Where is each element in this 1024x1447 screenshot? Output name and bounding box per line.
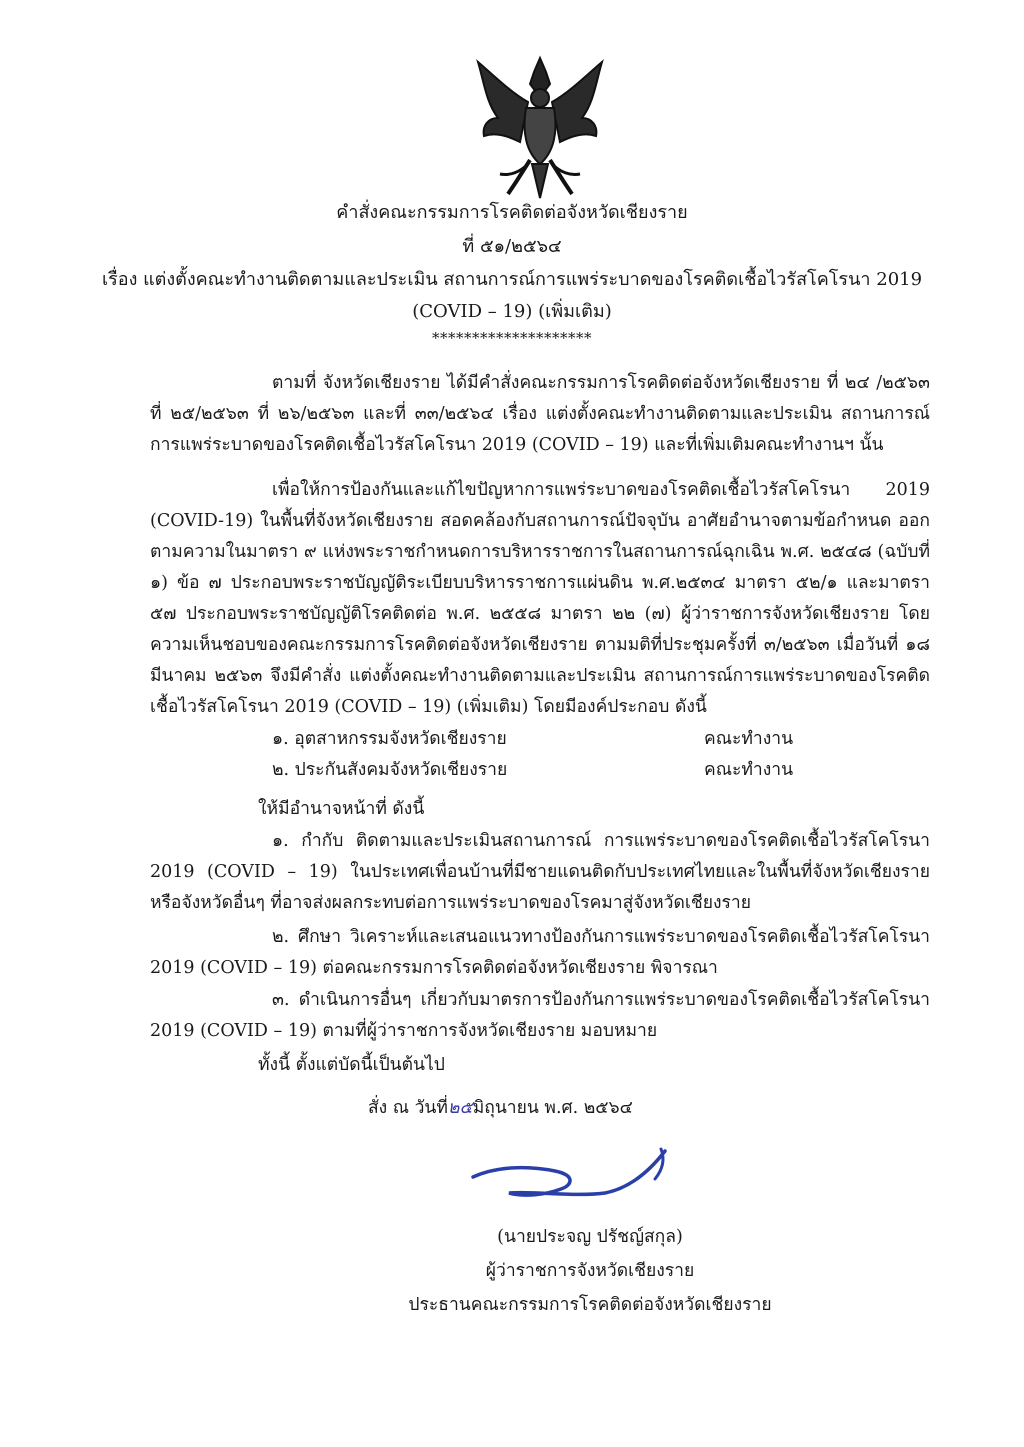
signature-image — [465, 1145, 680, 1210]
duty-3: ๓. ดำเนินการอื่นๆ เกี่ยวกับมาตรการป้องกันการแพร่ระบาดของโรคติดเชื้อไวรัสโคโรนา 2019 (COVID – 19) ตามที่ผู้ว่าราชการจังหวัดเชียงราย มอบหมาย — [150, 990, 930, 1041]
member-2-role: คณะทำงาน — [704, 760, 794, 780]
duties-heading: ให้มีอำนาจหน้าที่ ดังนี้ — [258, 799, 425, 819]
order-date-day: ๒๕ — [447, 1098, 473, 1118]
signer-position: ผู้ว่าราชการจังหวัดเชียงราย — [485, 1261, 695, 1281]
order-number: ที่ ๕๑/๒๕๖๔ — [462, 236, 562, 257]
order-date-prefix: สั่ง ณ วันที่ — [368, 1098, 448, 1118]
member-1-role: คณะทำงาน — [704, 729, 794, 749]
member-1-name: ๑. อุตสาหกรรมจังหวัดเชียงราย — [272, 729, 507, 749]
effective-statement: ทั้งนี้ ตั้งแต่บัดนี้เป็นต้นไป — [258, 1055, 445, 1075]
signer-role: ประธานคณะกรรมการโรคติดต่อจังหวัดเชียงราย — [408, 1295, 772, 1315]
header-separator: ******************** — [432, 329, 592, 347]
order-date-suffix: มิถุนายน พ.ศ. ๒๕๖๔ — [472, 1098, 633, 1118]
paragraph-background: ตามที่ จังหวัดเชียงราย ได้มีคำสั่งคณะกรรมการโรคติดต่อจังหวัดเชียงราย ที่ ๒๔ /๒๕๖๓ ที่ ๒๕/๒๕๖๓ ที่ ๒๖/๒๕๖๓ และที่ ๓๓/๒๕๖๔ เรื่อง แต่งตั้งคณะทำงานติดตามและประเมิน สถานการณ์การแพร่ระบาดของโรคติดเชื้อไวรัสโคโรนา 2019 (COVID – 19) และที่เพิ่มเติมคณะทำงานฯ นั้น — [150, 373, 930, 455]
order-title: คำสั่งคณะกรรมการโรคติดต่อจังหวัดเชียงราย — [336, 202, 688, 223]
order-subject-line2: (COVID – 19) (เพิ่มเติม) — [412, 301, 612, 322]
duty-1: ๑. กำกับ ติดตามและประเมินสถานการณ์ การแพร่ระบาดของโรคติดเชื้อไวรัสโคโรนา 2019 (COVID – 19) ในประเทศเพื่อนบ้านที่มีชายแดนติดกับประเทศไทยและในพื้นที่จังหวัดเชียงรายหรือจังหวัดอื่นๆ ที่อาจส่งผลกระทบต่อการแพร่ระบาดของโรคมาสู่จังหวัดเชียงราย — [150, 831, 930, 913]
order-subject-line1: เรื่อง แต่งตั้งคณะทำงานติดตามและประเมิน สถานการณ์การแพร่ระบาดของโรคติดเชื้อไวรัสโคโรนา 2019 — [101, 269, 923, 290]
signer-name: (นายประจญ ปรัชญ์สกุล) — [497, 1227, 683, 1247]
member-2-name: ๒. ประกันสังคมจังหวัดเชียงราย — [272, 760, 508, 780]
garuda-emblem-icon — [470, 52, 610, 202]
paragraph-authority: เพื่อให้การป้องกันและแก้ไขปัญหาการแพร่ระบาดของโรคติดเชื้อไวรัสโคโรนา 2019 (COVID-19) ในพื้นที่จังหวัดเชียงราย สอดคล้องกับสถานการณ์ปัจจุบัน อาศัยอำนาจตามข้อกำหนด ออกตามความในมาตรา ๙ แห่งพระราชกำหนดการบริหารราชการในสถานการณ์ฉุกเฉิน พ.ศ. ๒๕๔๘ (ฉบับที่ ๑) ข้อ ๗ ประกอบพระราชบัญญัติระเบียบบริหารราชการแผ่นดิน พ.ศ.๒๕๓๔ มาตรา ๕๒/๑ และมาตรา ๕๗ ประกอบพระราชบัญญัติโรคติดต่อ พ.ศ. ๒๕๕๘ มาตรา ๒๒ (๗) ผู้ว่าราชการจังหวัดเชียงราย โดยความเห็นชอบของคณะกรรมการโรคติดต่อจังหวัดเชียงราย ตามมติที่ประชุมครั้งที่ ๓/๒๕๖๓ เมื่อวันที่ ๑๘ มีนาคม ๒๕๖๓ จึงมีคำสั่ง แต่งตั้งคณะทำงานติดตามและประเมิน สถานการณ์การแพร่ระบาดของโรคติดเชื้อไวรัสโคโรนา 2019 (COVID – 19) (เพิ่มเติม) โดยมีองค์ประกอบ ดังนี้ — [150, 480, 930, 717]
duty-2: ๒. ศึกษา วิเคราะห์และเสนอแนวทางป้องกันการแพร่ระบาดของโรคติดเชื้อไวรัสโคโรนา 2019 (COVID – 19) ต่อคณะกรรมการโรคติดต่อจังหวัดเชียงราย พิจารณา — [150, 927, 930, 978]
order-date — [368, 1093, 633, 1124]
